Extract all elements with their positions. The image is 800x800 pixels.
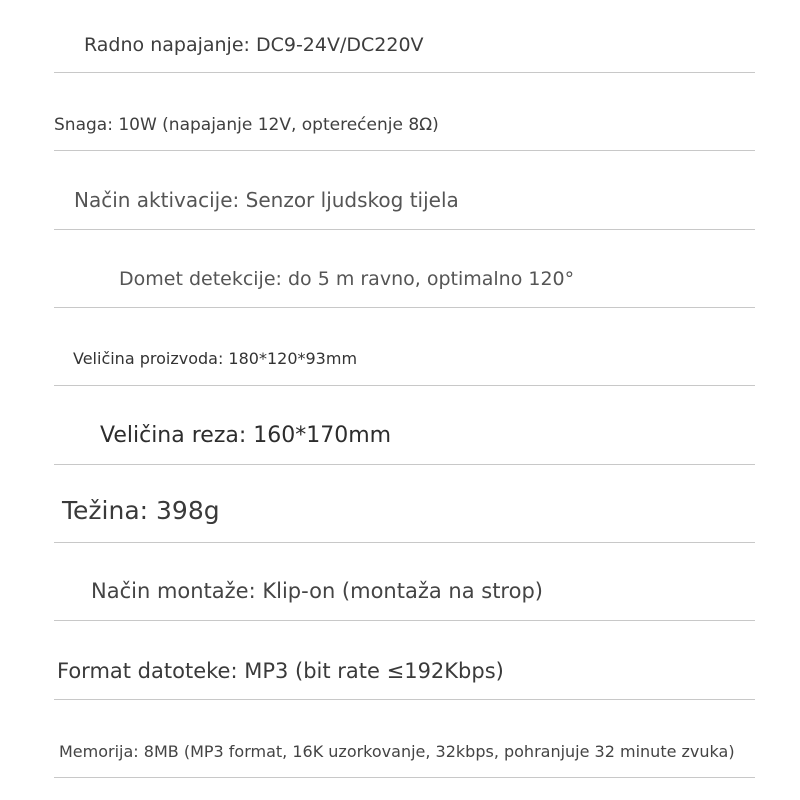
spec-row-weight xyxy=(54,465,755,543)
spec-text: Način aktivacije: Senzor ljudskog tijela xyxy=(74,188,459,212)
spec-row-mounting xyxy=(54,543,755,621)
spec-text: Memorija: 8MB (MP3 format, 16K uzorkovanje, 32kbps, pohranjuje 32 minute zvuka) xyxy=(59,742,735,761)
spec-text: Format datoteke: MP3 (bit rate ≤192Kbps) xyxy=(57,659,504,683)
spec-text: Radno napajanje: DC9-24V/DC220V xyxy=(84,34,424,56)
spec-row-file-format xyxy=(54,621,755,700)
spec-row-activation xyxy=(54,151,755,230)
spec-text: Veličina proizvoda: 180*120*93mm xyxy=(73,349,358,368)
spec-row-detection-range xyxy=(54,230,755,308)
spec-text: Domet detekcije: do 5 m ravno, optimalno 120° xyxy=(119,268,575,290)
spec-text: Način montaže: Klip-on (montaža na strop) xyxy=(91,579,543,603)
spec-text: Težina: 398g xyxy=(62,496,220,525)
spec-row-power xyxy=(54,73,755,151)
spec-row-memory xyxy=(54,700,755,778)
spec-row-power-supply xyxy=(54,0,755,73)
spec-text: Snaga: 10W (napajanje 12V, opterećenje 8Ω) xyxy=(54,115,439,135)
spec-row-product-size xyxy=(54,308,755,386)
spec-row-cutout-size xyxy=(54,386,755,465)
spec-text: Veličina reza: 160*170mm xyxy=(100,423,392,448)
